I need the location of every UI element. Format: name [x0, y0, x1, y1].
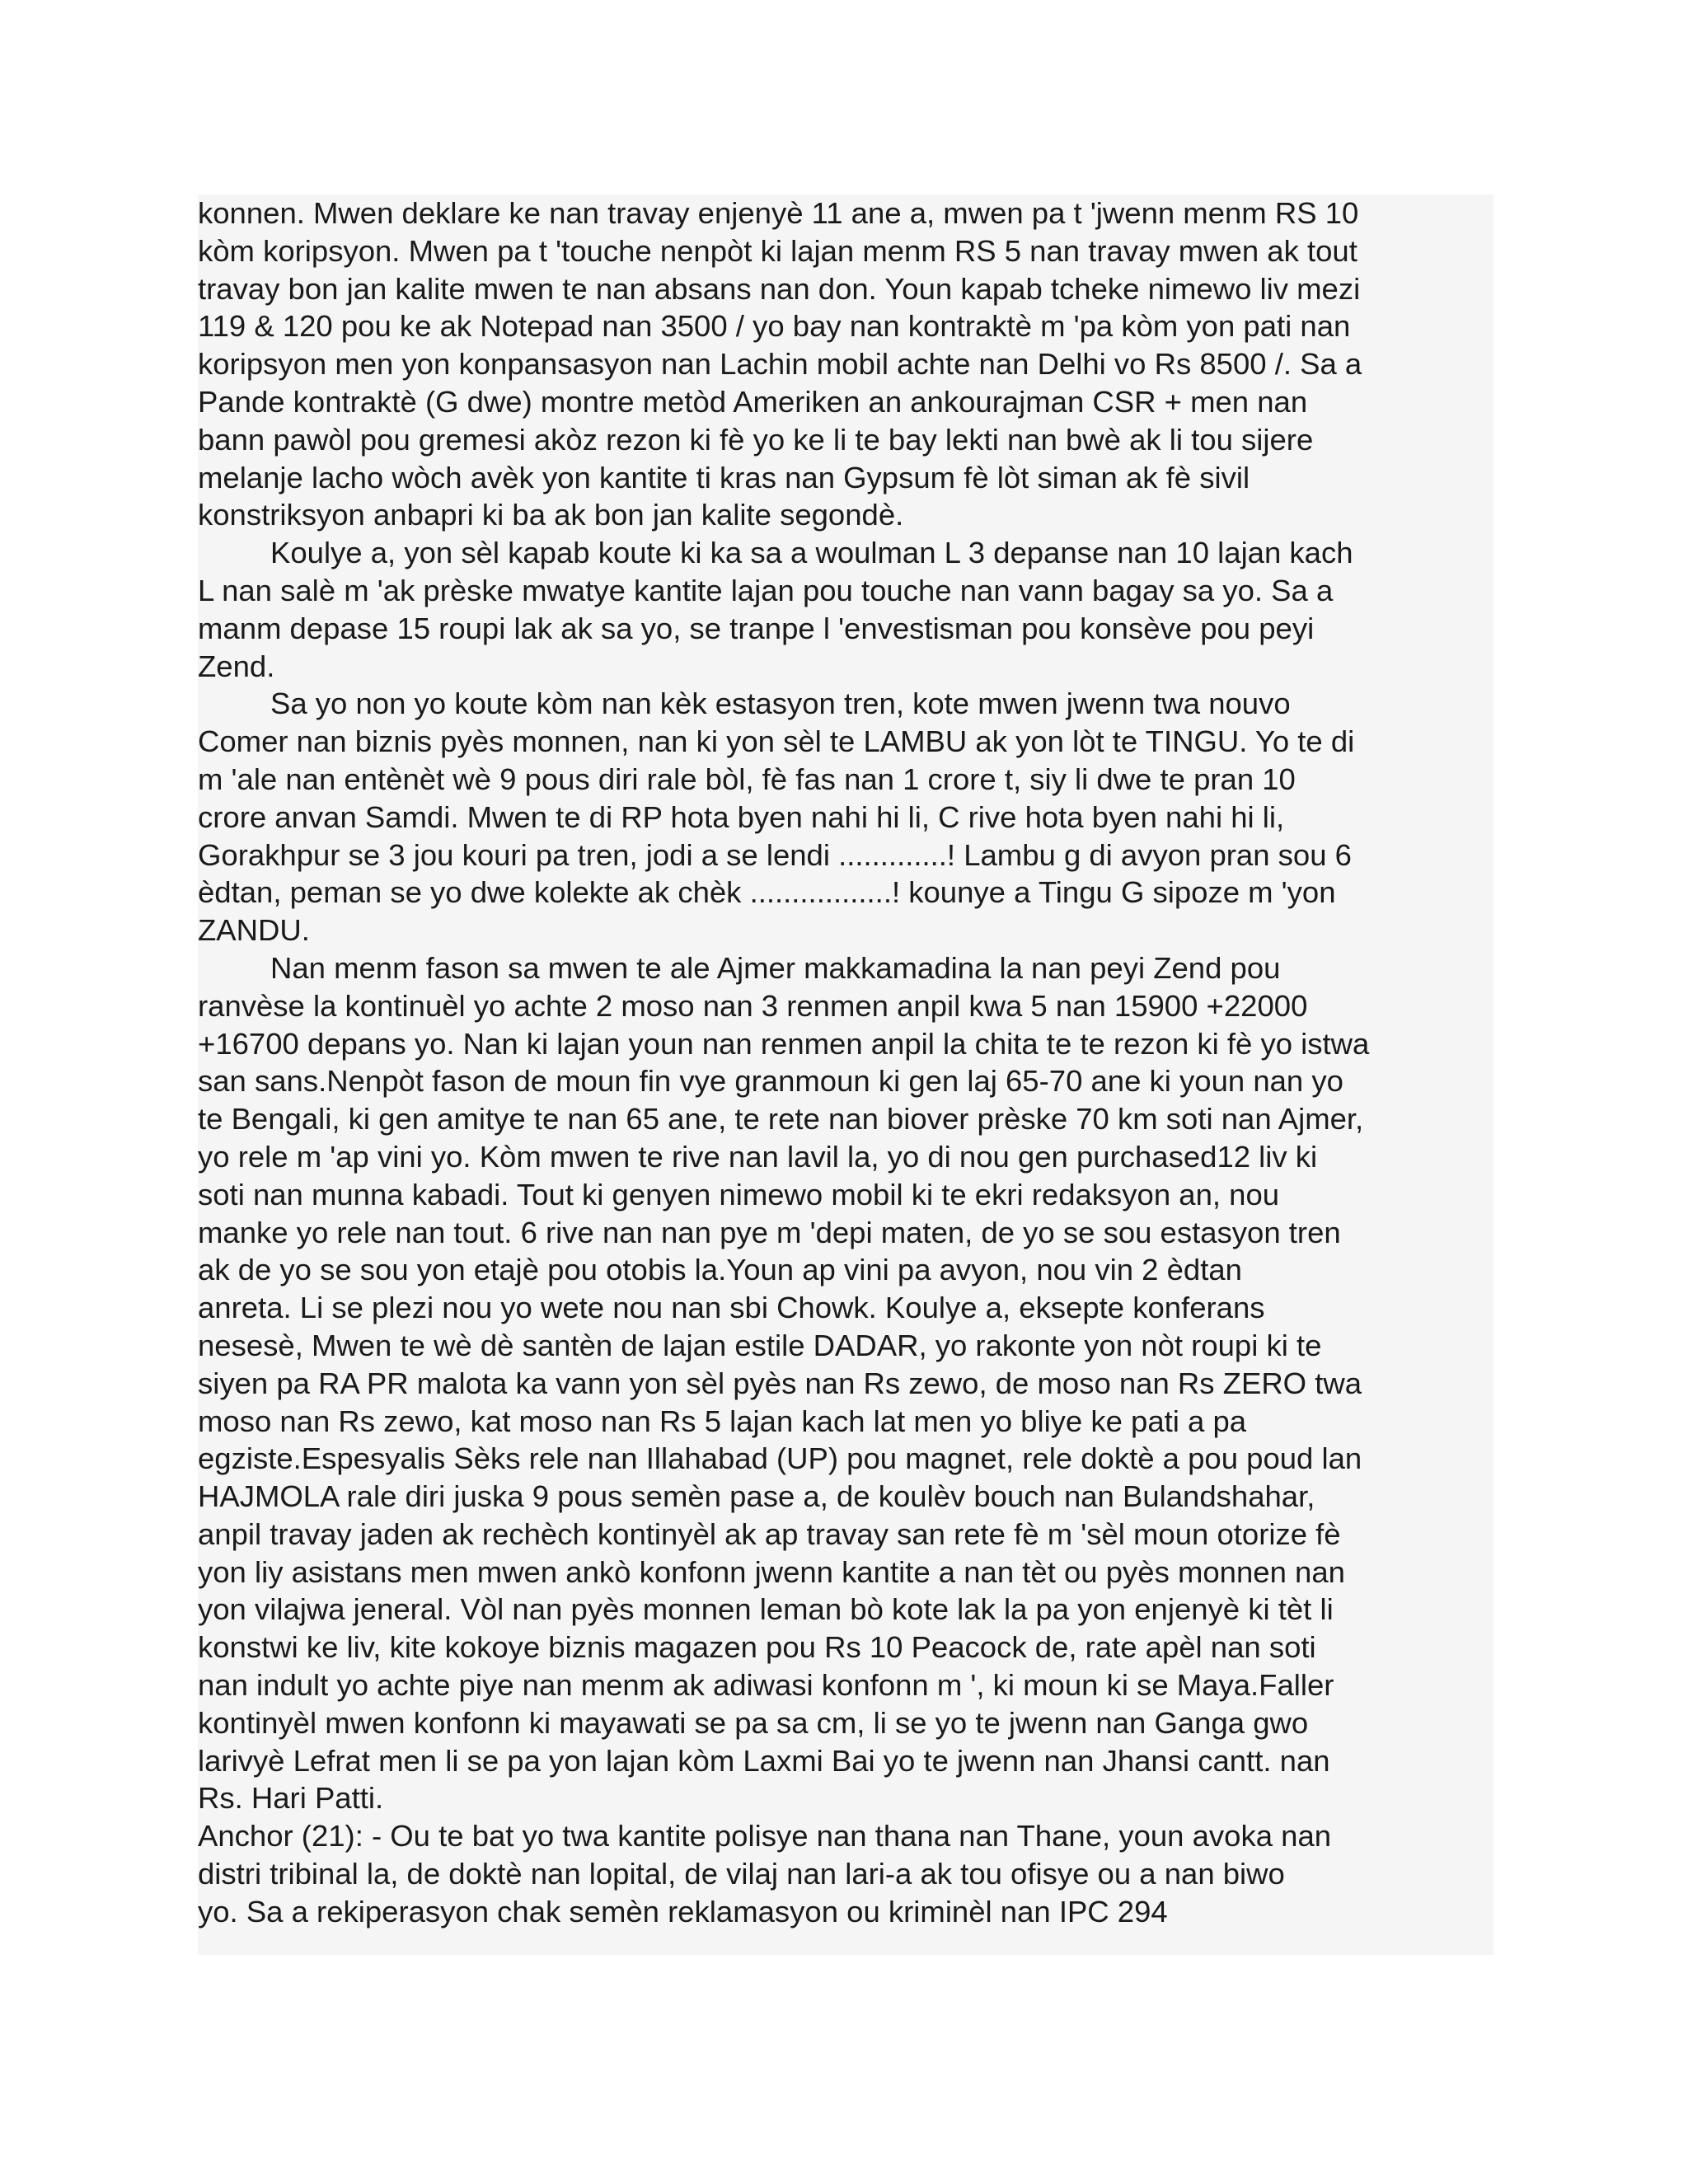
- text-line: crore anvan Samdi. Mwen te di RP hota byen nahi hi li, C rive hota byen nahi hi li,: [198, 799, 1285, 834]
- text-line: soti nan munna kabadi. Tout ki genyen nimewo mobil ki te ekri redaksyon an, nou: [198, 1177, 1280, 1212]
- text-line: kontinyèl mwen konfonn ki mayawati se pa sa cm, li se yo te jwenn nan Ganga gwo: [198, 1705, 1309, 1740]
- text-line: m 'ale nan entènèt wè 9 pous diri rale bòl, fè fas nan 1 crore t, siy li dwe te pran 10: [198, 762, 1296, 796]
- document-body-text: [198, 194, 1493, 1955]
- text-line: moso nan Rs zewo, kat moso nan Rs 5 lajan kach lat men yo bliye ke pati a pa: [198, 1404, 1247, 1438]
- text-line: anpil travay jaden ak rechèch kontinyèl ak ap travay san rete fè m 'sèl moun otorize fè: [198, 1516, 1341, 1551]
- text-line: nesesè, Mwen te wè dè santèn de lajan estile DADAR, yo rakonte yon nòt roupi ki te: [198, 1328, 1322, 1362]
- text-line: yon vilajwa jeneral. Vòl nan pyès monnen leman bò kote lak la pa yon enjenyè ki tèt li: [198, 1592, 1334, 1627]
- text-line: siyen pa RA PR malota ka vann yon sèl pyès nan Rs zewo, de moso nan Rs ZERO twa: [198, 1366, 1362, 1400]
- text-line: 119 & 120 pou ke ak Notepad nan 3500 / yo bay nan kontraktè m 'pa kòm yon pati nan: [198, 309, 1351, 344]
- text-line: melanje lacho wòch avèk yon kantite ti kras nan Gypsum fè lòt siman ak fè sivil: [198, 460, 1250, 494]
- text-line: koripsyon men yon konpansasyon nan Lachin mobil achte nan Delhi vo Rs 8500 /. Sa a: [198, 347, 1362, 382]
- text-line: Rs. Hari Patti.: [198, 1781, 384, 1816]
- text-line: Nan menm fason sa mwen te ale Ajmer makkamadina la nan peyi Zend pou: [270, 950, 1281, 985]
- text-line: Gorakhpur se 3 jou kouri pa tren, jodi a se lendi .............! Lambu g di avyon pran sou 6: [198, 837, 1352, 872]
- text-line: Comer nan biznis pyès monnen, nan ki yon sèl te LAMBU ak yon lòt te TINGU. Yo te di: [198, 724, 1355, 759]
- text-line: ranvèse la kontinuèl yo achte 2 moso nan 3 renmen anpil kwa 5 nan 15900 +22000: [198, 988, 1308, 1023]
- text-line: konstwi ke liv, kite kokoye biznis magazen pou Rs 10 Peacock de, rate apèl nan soti: [198, 1630, 1316, 1665]
- text-line: konstriksyon anbapri ki ba ak bon jan kalite segondè.: [198, 498, 904, 532]
- text-line: yo rele m 'ap vini yo. Kòm mwen te rive nan lavil la, yo di nou gen purchased12 liv ki: [198, 1139, 1318, 1174]
- text-line: nan indult yo achte piye nan menm ak adiwasi konfonn m ', ki moun ki se Maya.Faller: [198, 1668, 1334, 1703]
- text-line: Pande kontraktè (G dwe) montre metòd Ameriken an ankourajman CSR + men nan: [198, 384, 1308, 419]
- text-line: kòm koripsyon. Mwen pa t 'touche nenpòt ki lajan menm RS 5 nan travay mwen ak tout: [198, 233, 1357, 268]
- text-line: èdtan, peman se yo dwe kolekte ak chèk .................! kounye a Tingu G sipoze m 'yon: [198, 875, 1336, 910]
- text-line: HAJMOLA rale diri juska 9 pous semèn pase a, de koulèv bouch nan Bulandshahar,: [198, 1479, 1315, 1514]
- text-line: larivyè Lefrat men li se pa yon lajan kòm Laxmi Bai yo te jwenn nan Jhansi cantt. nan: [198, 1743, 1330, 1778]
- text-line: Anchor (21): - Ou te bat yo twa kantite polisye nan thana nan Thane, youn avoka nan: [198, 1819, 1332, 1854]
- text-line: Zend.: [198, 649, 275, 683]
- text-line: egziste.Espesyalis Sèks rele nan Illahabad (UP) pou magnet, rele doktè a pou poud lan: [198, 1441, 1362, 1476]
- text-line: te Bengali, ki gen amitye te nan 65 ane, te rete nan biover prèske 70 km soti nan Ajmer,: [198, 1102, 1364, 1137]
- text-line: Koulye a, yon sèl kapab koute ki ka sa a woulman L 3 depanse nan 10 lajan kach: [270, 536, 1353, 570]
- text-line: yon liy asistans men mwen ankò konfonn jwenn kantite a nan tèt ou pyès monnen nan: [198, 1554, 1345, 1589]
- text-line: Sa yo non yo koute kòm nan kèk estasyon tren, kote mwen jwenn twa nouvo: [270, 687, 1291, 721]
- text-line: yo. Sa a rekiperasyon chak semèn reklamasyon ou kriminèl nan IPC 294: [198, 1894, 1168, 1929]
- text-line: manke yo rele nan tout. 6 rive nan nan pye m 'depi maten, de yo se sou estasyon tren: [198, 1215, 1341, 1249]
- text-line: L nan salè m 'ak prèske mwatye kantite lajan pou touche nan vann bagay sa yo. Sa a: [198, 573, 1334, 607]
- text-line: bann pawòl pou gremesi akòz rezon ki fè yo ke li te bay lekti nan bwè ak li tou sijere: [198, 422, 1314, 457]
- text-line: ZANDU.: [198, 913, 310, 948]
- text-line: +16700 depans yo. Nan ki lajan youn nan renmen anpil la chita te te rezon ki fè yo istwa: [198, 1026, 1370, 1061]
- text-line: konnen. Mwen deklare ke nan travay enjenyè 11 ane a, mwen pa t 'jwenn menm RS 10: [198, 196, 1359, 230]
- text-line: distri tribinal la, de doktè nan lopital, de vilaj nan lari-a ak tou ofisye ou a nan biwo: [198, 1857, 1285, 1891]
- text-line: manm depase 15 roupi lak ak sa yo, se tranpe l 'envestisman pou konsève pou peyi: [198, 611, 1315, 645]
- text-line: travay bon jan kalite mwen te nan absans nan don. Youn kapab tcheke nimewo liv mezi: [198, 271, 1361, 306]
- text-line: ak de yo se sou yon etajè pou otobis la.Youn ap vini pa avyon, nou vin 2 èdtan: [198, 1253, 1242, 1287]
- text-line: san sans.Nenpòt fason de moun fin vye granmoun ki gen laj 65-70 ane ki youn nan yo: [198, 1064, 1343, 1099]
- text-line: anreta. Li se plezi nou yo wete nou nan sbi Chowk. Koulye a, eksepte konferans: [198, 1291, 1265, 1325]
